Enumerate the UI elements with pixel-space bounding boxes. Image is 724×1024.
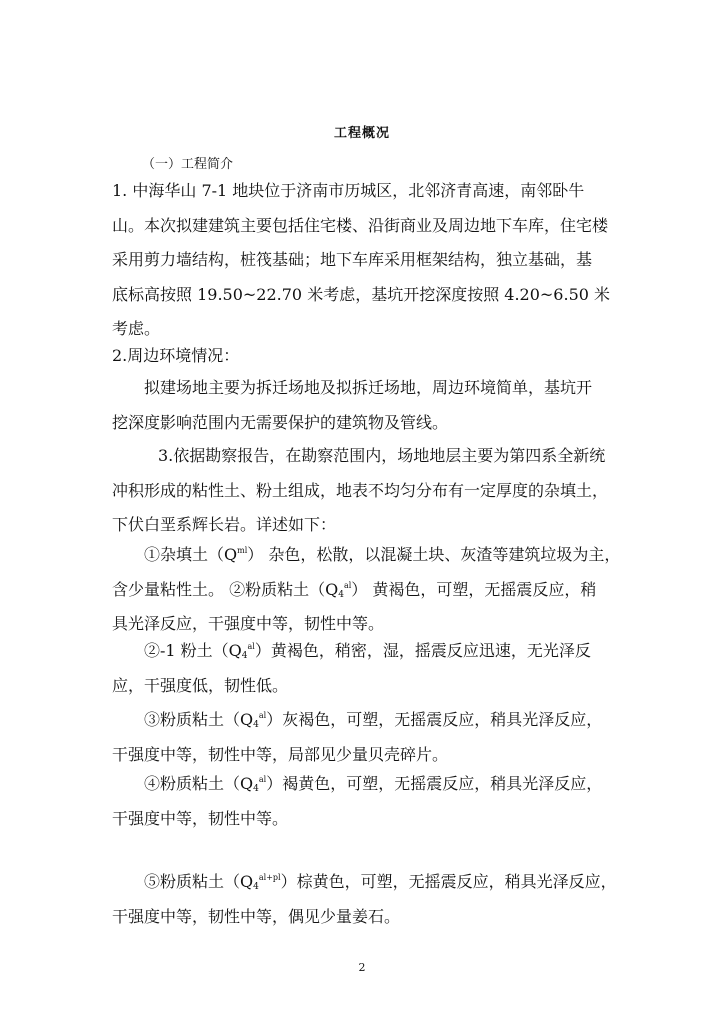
text-line: 2.周边环境情况： — [112, 346, 240, 365]
paragraph-layer-2-1 — [112, 634, 642, 703]
geologic-superscript: al — [343, 580, 352, 590]
text-line — [112, 538, 642, 573]
paragraph-layer-4 — [112, 767, 642, 836]
text-line: 3.依据勘察报告，在勘察范围内，场地地层主要为第四系全新统 — [158, 446, 606, 465]
geologic-superscript: al+pl — [258, 873, 281, 882]
layer-text: ）褐黄色，可塑，无摇震反应，稍具光泽反应， — [266, 774, 603, 793]
geologic-subscript: 4 — [253, 784, 259, 794]
layer-text: ④粉质粘土（Q — [144, 774, 254, 793]
geologic-superscript: al — [258, 711, 267, 720]
text-line: 底标高按照 19.50~22.70 米考虑，基坑开挖深度按照 4.20~6.50 米 — [112, 284, 611, 304]
paragraph-geology — [112, 439, 642, 543]
paragraph-layer-5 — [112, 865, 642, 934]
layer-text: ②-1 粉土（Q — [144, 641, 242, 660]
text-line — [112, 573, 642, 608]
layer-text: 含少量粘性土。 ②粉质粘土（Q — [112, 579, 339, 599]
text-line: 山。本次拟建建筑主要包括住宅楼、沿街商业及周边地下车库，住宅楼 — [112, 215, 609, 235]
text-line — [112, 634, 642, 669]
paragraph-layer-3 — [112, 703, 642, 772]
text-line: 干强度中等，韧性中等，偶见少量姜石。 — [112, 906, 401, 926]
layer-text: ③粉质粘土（Q — [144, 710, 254, 729]
geologic-superscript: al — [247, 642, 255, 651]
subsection-heading: （一）工程简介 — [142, 157, 234, 172]
geologic-subscript: 4 — [241, 651, 248, 661]
layer-text: ）灰褐色，可塑，无摇震反应，稍具光泽反应， — [266, 710, 603, 729]
text-line: 考虑。 — [112, 319, 161, 338]
text-line: 干强度中等，韧性中等。 — [112, 808, 289, 828]
layer-text: ）黄褐色，稍密，湿，摇震反应迅速，无光泽反 — [254, 641, 591, 660]
text-line: 挖深度影响范围内无需要保护的建筑物及管线。 — [112, 412, 449, 432]
layer-text: ） 杂色，松散，以混凝土块、灰渣等建筑垃圾为主， — [247, 545, 621, 564]
geologic-superscript: al — [258, 775, 267, 784]
text-line: 具光泽反应，干强度中等，韧性中等。 — [112, 614, 385, 633]
paragraph-layer-1-2 — [112, 538, 642, 642]
text-line — [112, 703, 642, 738]
text-line: 采用剪力墙结构，桩筏基础；地下车库采用框架结构，独立基础，基 — [112, 250, 593, 269]
text-line — [112, 865, 642, 900]
geologic-subscript: 4 — [253, 720, 259, 730]
geologic-subscript: 4 — [253, 882, 259, 892]
paragraph-surroundings — [112, 371, 642, 440]
text-line: 应，干强度低，韧性低。 — [112, 675, 289, 695]
text-line: 冲积形成的粘性土、粉土组成，地表不均匀分布有一定厚度的杂填土， — [112, 480, 609, 500]
layer-text: ）棕黄色，可塑，无摇震反应，稍具光泽反应， — [280, 872, 617, 891]
text-line: 干强度中等，韧性中等，局部见少量贝壳碎片。 — [112, 744, 449, 764]
layer-text: ①杂填土（Q — [144, 545, 238, 564]
page-number: 2 — [358, 961, 366, 974]
text-line: 拟建场地主要为拆迁场地及拟拆迁场地，周边环境简单，基坑开 — [144, 378, 593, 397]
layer-text: ） 黄褐色，可塑，无摇震反应，稍 — [351, 579, 597, 599]
text-line: 下伏白垩系辉长岩。详述如下： — [112, 515, 337, 534]
layer-text: ⑤粉质粘土（Q — [144, 872, 254, 891]
geologic-subscript: 4 — [338, 589, 344, 600]
text-line — [112, 767, 642, 802]
paragraph-project-overview — [112, 174, 642, 347]
heading-surroundings — [112, 339, 642, 374]
page-title: 工程概况 — [333, 126, 390, 141]
geologic-superscript: ml — [237, 546, 248, 555]
text-line: 1. 中海华山 7-1 地块位于济南市历城区，北邻济青高速，南邻卧牛 — [112, 181, 585, 200]
